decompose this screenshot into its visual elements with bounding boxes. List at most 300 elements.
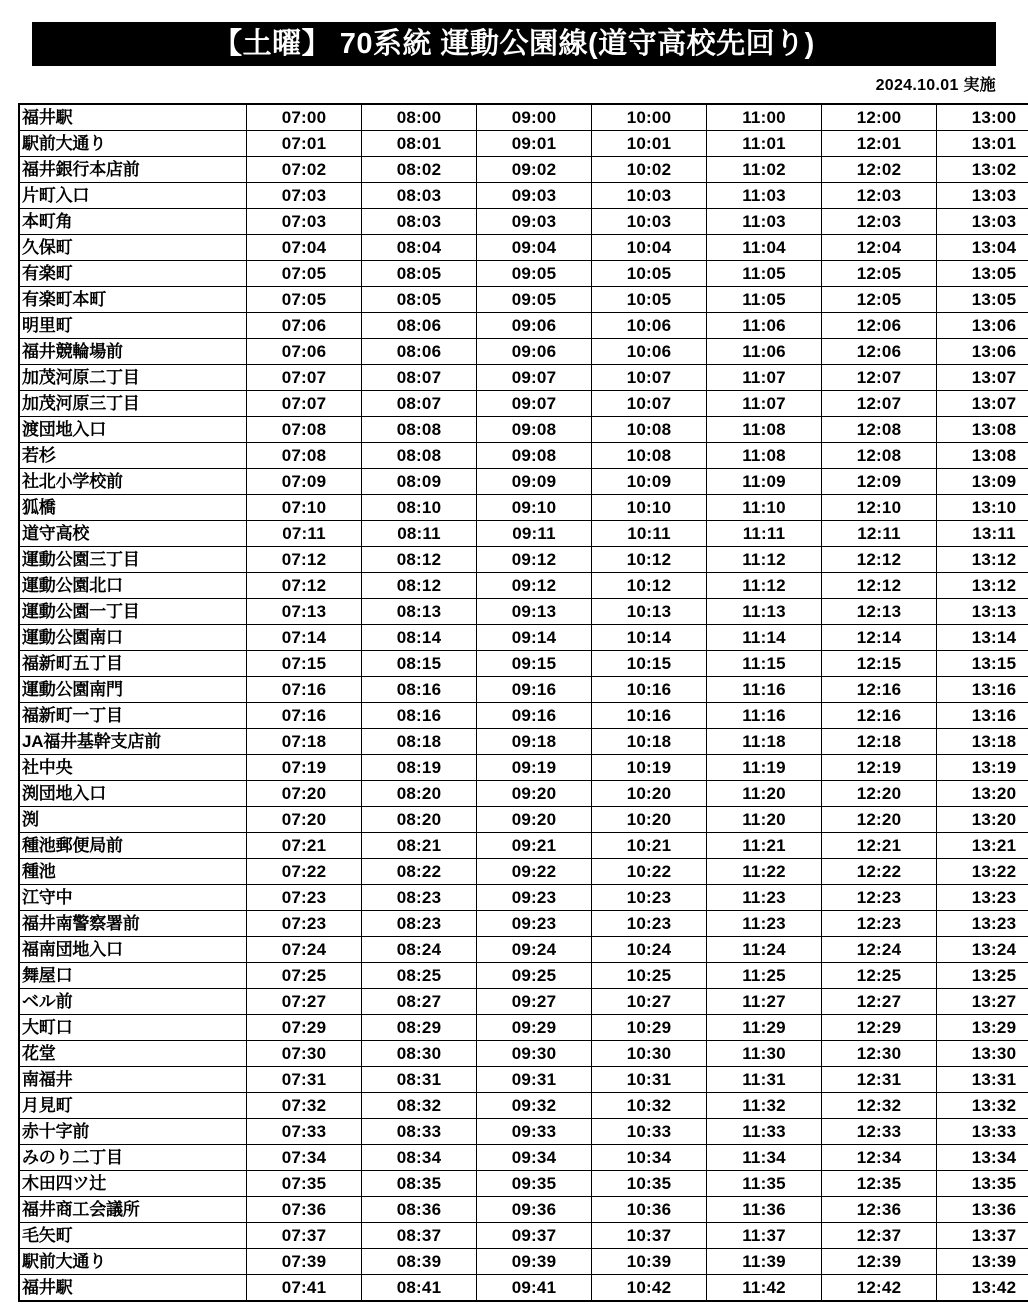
table-row — [19, 1119, 1028, 1145]
departure-time-cell: 07:21 — [247, 833, 362, 859]
table-row — [19, 885, 1028, 911]
table-row — [19, 755, 1028, 781]
departure-time-cell: 09:34 — [477, 1145, 592, 1171]
departure-time-cell: 13:21 — [937, 833, 1028, 859]
departure-time-cell: 13:30 — [937, 1041, 1028, 1067]
departure-time-cell: 09:36 — [477, 1197, 592, 1223]
departure-time-cell: 10:03 — [592, 209, 707, 235]
departure-time-cell: 11:14 — [707, 625, 822, 651]
departure-time-cell: 09:16 — [477, 703, 592, 729]
stop-name-cell: 福井駅 — [19, 1275, 247, 1302]
departure-time-cell: 12:18 — [822, 729, 937, 755]
departure-time-cell: 09:09 — [477, 469, 592, 495]
table-row — [19, 131, 1028, 157]
stop-name-cell: 福井南警察署前 — [19, 911, 247, 937]
departure-time-cell: 08:32 — [362, 1093, 477, 1119]
stop-name-cell: 江守中 — [19, 885, 247, 911]
departure-time-cell: 08:16 — [362, 677, 477, 703]
departure-time-cell: 08:12 — [362, 547, 477, 573]
departure-time-cell: 08:07 — [362, 391, 477, 417]
departure-time-cell: 11:03 — [707, 209, 822, 235]
table-row — [19, 703, 1028, 729]
departure-time-cell: 09:12 — [477, 573, 592, 599]
departure-time-cell: 08:33 — [362, 1119, 477, 1145]
departure-time-cell: 10:16 — [592, 703, 707, 729]
table-row — [19, 1223, 1028, 1249]
departure-time-cell: 07:07 — [247, 391, 362, 417]
departure-time-cell: 11:07 — [707, 391, 822, 417]
departure-time-cell: 13:06 — [937, 339, 1028, 365]
departure-time-cell: 13:07 — [937, 391, 1028, 417]
departure-time-cell: 13:37 — [937, 1223, 1028, 1249]
departure-time-cell: 08:35 — [362, 1171, 477, 1197]
departure-time-cell: 07:39 — [247, 1249, 362, 1275]
departure-time-cell: 11:31 — [707, 1067, 822, 1093]
departure-time-cell: 07:25 — [247, 963, 362, 989]
departure-time-cell: 13:05 — [937, 261, 1028, 287]
departure-time-cell: 09:08 — [477, 443, 592, 469]
departure-time-cell: 13:18 — [937, 729, 1028, 755]
departure-time-cell: 12:27 — [822, 989, 937, 1015]
departure-time-cell: 12:42 — [822, 1275, 937, 1302]
departure-time-cell: 12:19 — [822, 755, 937, 781]
departure-time-cell: 07:05 — [247, 287, 362, 313]
departure-time-cell: 13:22 — [937, 859, 1028, 885]
departure-time-cell: 09:30 — [477, 1041, 592, 1067]
departure-time-cell: 12:16 — [822, 703, 937, 729]
table-row — [19, 261, 1028, 287]
departure-time-cell: 12:08 — [822, 443, 937, 469]
departure-time-cell: 12:02 — [822, 157, 937, 183]
departure-time-cell: 11:25 — [707, 963, 822, 989]
departure-time-cell: 08:02 — [362, 157, 477, 183]
departure-time-cell: 13:04 — [937, 235, 1028, 261]
table-row — [19, 1145, 1028, 1171]
departure-time-cell: 11:02 — [707, 157, 822, 183]
stop-name-cell: 福南団地入口 — [19, 937, 247, 963]
departure-time-cell: 10:05 — [592, 287, 707, 313]
departure-time-cell: 10:32 — [592, 1093, 707, 1119]
table-row — [19, 781, 1028, 807]
departure-time-cell: 07:41 — [247, 1275, 362, 1302]
departure-time-cell: 13:05 — [937, 287, 1028, 313]
departure-time-cell: 07:37 — [247, 1223, 362, 1249]
departure-time-cell: 07:22 — [247, 859, 362, 885]
departure-time-cell: 11:29 — [707, 1015, 822, 1041]
stop-name-cell: 駅前大通り — [19, 131, 247, 157]
departure-time-cell: 10:42 — [592, 1275, 707, 1302]
departure-time-cell: 08:20 — [362, 807, 477, 833]
departure-time-cell: 11:20 — [707, 781, 822, 807]
departure-time-cell: 07:32 — [247, 1093, 362, 1119]
table-row — [19, 625, 1028, 651]
departure-time-cell: 10:27 — [592, 989, 707, 1015]
table-row — [19, 1041, 1028, 1067]
table-row — [19, 1275, 1028, 1302]
stop-name-cell: 運動公園南口 — [19, 625, 247, 651]
departure-time-cell: 13:19 — [937, 755, 1028, 781]
departure-time-cell: 11:08 — [707, 417, 822, 443]
departure-time-cell: 07:09 — [247, 469, 362, 495]
departure-time-cell: 12:06 — [822, 313, 937, 339]
departure-time-cell: 13:06 — [937, 313, 1028, 339]
departure-time-cell: 12:11 — [822, 521, 937, 547]
departure-time-cell: 13:39 — [937, 1249, 1028, 1275]
stop-name-cell: 駅前大通り — [19, 1249, 247, 1275]
departure-time-cell: 11:07 — [707, 365, 822, 391]
departure-time-cell: 09:07 — [477, 365, 592, 391]
departure-time-cell: 10:06 — [592, 313, 707, 339]
departure-time-cell: 07:03 — [247, 183, 362, 209]
departure-time-cell: 09:23 — [477, 911, 592, 937]
departure-time-cell: 11:10 — [707, 495, 822, 521]
departure-time-cell: 11:23 — [707, 885, 822, 911]
departure-time-cell: 07:11 — [247, 521, 362, 547]
departure-time-cell: 07:31 — [247, 1067, 362, 1093]
departure-time-cell: 12:00 — [822, 104, 937, 131]
departure-time-cell: 12:01 — [822, 131, 937, 157]
departure-time-cell: 11:00 — [707, 104, 822, 131]
departure-time-cell: 07:23 — [247, 885, 362, 911]
departure-time-cell: 12:30 — [822, 1041, 937, 1067]
table-row — [19, 183, 1028, 209]
table-row — [19, 573, 1028, 599]
departure-time-cell: 07:06 — [247, 339, 362, 365]
departure-time-cell: 11:06 — [707, 313, 822, 339]
stop-name-cell: 福新町一丁目 — [19, 703, 247, 729]
table-row — [19, 391, 1028, 417]
departure-time-cell: 08:20 — [362, 781, 477, 807]
table-row — [19, 989, 1028, 1015]
departure-time-cell: 12:04 — [822, 235, 937, 261]
title-bar — [32, 22, 996, 66]
departure-time-cell: 10:30 — [592, 1041, 707, 1067]
departure-time-cell: 10:07 — [592, 391, 707, 417]
departure-time-cell: 13:20 — [937, 781, 1028, 807]
departure-time-cell: 10:25 — [592, 963, 707, 989]
departure-time-cell: 11:13 — [707, 599, 822, 625]
departure-time-cell: 10:04 — [592, 235, 707, 261]
departure-time-cell: 13:25 — [937, 963, 1028, 989]
departure-time-cell: 10:05 — [592, 261, 707, 287]
table-row — [19, 104, 1028, 131]
departure-time-cell: 07:35 — [247, 1171, 362, 1197]
departure-time-cell: 10:08 — [592, 443, 707, 469]
departure-time-cell: 07:14 — [247, 625, 362, 651]
departure-time-cell: 09:05 — [477, 261, 592, 287]
departure-time-cell: 13:14 — [937, 625, 1028, 651]
departure-time-cell: 07:05 — [247, 261, 362, 287]
departure-time-cell: 08:21 — [362, 833, 477, 859]
table-row — [19, 1249, 1028, 1275]
departure-time-cell: 08:36 — [362, 1197, 477, 1223]
table-row — [19, 547, 1028, 573]
departure-time-cell: 07:13 — [247, 599, 362, 625]
table-row — [19, 443, 1028, 469]
stop-name-cell: 有楽町本町 — [19, 287, 247, 313]
table-row — [19, 651, 1028, 677]
departure-time-cell: 10:00 — [592, 104, 707, 131]
departure-time-cell: 09:16 — [477, 677, 592, 703]
departure-time-cell: 07:10 — [247, 495, 362, 521]
departure-time-cell: 11:23 — [707, 911, 822, 937]
departure-time-cell: 13:11 — [937, 521, 1028, 547]
departure-time-cell: 13:08 — [937, 417, 1028, 443]
departure-time-cell: 12:31 — [822, 1067, 937, 1093]
departure-time-cell: 07:08 — [247, 443, 362, 469]
table-row — [19, 495, 1028, 521]
departure-time-cell: 11:08 — [707, 443, 822, 469]
departure-time-cell: 13:09 — [937, 469, 1028, 495]
stop-name-cell: 福井競輪場前 — [19, 339, 247, 365]
stop-name-cell: 明里町 — [19, 313, 247, 339]
stop-name-cell: 大町口 — [19, 1015, 247, 1041]
departure-time-cell: 13:07 — [937, 365, 1028, 391]
departure-time-cell: 10:22 — [592, 859, 707, 885]
table-row — [19, 235, 1028, 261]
departure-time-cell: 09:06 — [477, 339, 592, 365]
table-row — [19, 859, 1028, 885]
departure-time-cell: 10:18 — [592, 729, 707, 755]
stop-name-cell: 赤十字前 — [19, 1119, 247, 1145]
departure-time-cell: 10:23 — [592, 911, 707, 937]
departure-time-cell: 11:39 — [707, 1249, 822, 1275]
departure-time-cell: 09:01 — [477, 131, 592, 157]
departure-time-cell: 10:12 — [592, 547, 707, 573]
departure-time-cell: 10:37 — [592, 1223, 707, 1249]
departure-time-cell: 07:33 — [247, 1119, 362, 1145]
departure-time-cell: 07:16 — [247, 703, 362, 729]
departure-time-cell: 11:05 — [707, 261, 822, 287]
departure-time-cell: 07:18 — [247, 729, 362, 755]
departure-time-cell: 10:23 — [592, 885, 707, 911]
departure-time-cell: 07:15 — [247, 651, 362, 677]
departure-time-cell: 09:29 — [477, 1015, 592, 1041]
stop-name-cell: 有楽町 — [19, 261, 247, 287]
departure-time-cell: 13:20 — [937, 807, 1028, 833]
departure-time-cell: 12:37 — [822, 1223, 937, 1249]
table-row — [19, 1093, 1028, 1119]
departure-time-cell: 09:06 — [477, 313, 592, 339]
stop-name-cell: ベル前 — [19, 989, 247, 1015]
departure-time-cell: 11:12 — [707, 547, 822, 573]
stop-name-cell: みのり二丁目 — [19, 1145, 247, 1171]
stop-name-cell: 舞屋口 — [19, 963, 247, 989]
departure-time-cell: 08:31 — [362, 1067, 477, 1093]
departure-time-cell: 10:24 — [592, 937, 707, 963]
departure-time-cell: 07:20 — [247, 807, 362, 833]
departure-time-cell: 13:08 — [937, 443, 1028, 469]
departure-time-cell: 07:08 — [247, 417, 362, 443]
departure-time-cell: 10:33 — [592, 1119, 707, 1145]
table-row — [19, 1197, 1028, 1223]
departure-time-cell: 07:20 — [247, 781, 362, 807]
stop-name-cell: 加茂河原二丁目 — [19, 365, 247, 391]
departure-time-cell: 12:23 — [822, 911, 937, 937]
departure-time-cell: 11:35 — [707, 1171, 822, 1197]
departure-time-cell: 11:05 — [707, 287, 822, 313]
departure-time-cell: 13:35 — [937, 1171, 1028, 1197]
departure-time-cell: 11:06 — [707, 339, 822, 365]
departure-time-cell: 08:00 — [362, 104, 477, 131]
stop-name-cell: 加茂河原三丁目 — [19, 391, 247, 417]
departure-time-cell: 13:12 — [937, 573, 1028, 599]
departure-time-cell: 12:07 — [822, 365, 937, 391]
departure-time-cell: 09:04 — [477, 235, 592, 261]
departure-time-cell: 10:12 — [592, 573, 707, 599]
departure-time-cell: 09:08 — [477, 417, 592, 443]
stop-name-cell: JA福井基幹支店前 — [19, 729, 247, 755]
stop-name-cell: 狐橋 — [19, 495, 247, 521]
departure-time-cell: 13:02 — [937, 157, 1028, 183]
departure-time-cell: 07:27 — [247, 989, 362, 1015]
departure-time-cell: 07:12 — [247, 547, 362, 573]
departure-time-cell: 11:18 — [707, 729, 822, 755]
departure-time-cell: 10:16 — [592, 677, 707, 703]
departure-time-cell: 07:02 — [247, 157, 362, 183]
departure-time-cell: 12:13 — [822, 599, 937, 625]
departure-time-cell: 09:00 — [477, 104, 592, 131]
departure-time-cell: 09:07 — [477, 391, 592, 417]
departure-time-cell: 12:33 — [822, 1119, 937, 1145]
stop-name-cell: 運動公園三丁目 — [19, 547, 247, 573]
departure-time-cell: 10:06 — [592, 339, 707, 365]
departure-time-cell: 09:14 — [477, 625, 592, 651]
departure-time-cell: 13:01 — [937, 131, 1028, 157]
table-row — [19, 339, 1028, 365]
departure-time-cell: 13:00 — [937, 104, 1028, 131]
departure-time-cell: 12:08 — [822, 417, 937, 443]
departure-time-cell: 08:22 — [362, 859, 477, 885]
departure-time-cell: 12:20 — [822, 781, 937, 807]
stop-name-cell: 本町角 — [19, 209, 247, 235]
departure-time-cell: 10:35 — [592, 1171, 707, 1197]
departure-time-cell: 07:23 — [247, 911, 362, 937]
departure-time-cell: 07:24 — [247, 937, 362, 963]
departure-time-cell: 12:23 — [822, 885, 937, 911]
departure-time-cell: 08:01 — [362, 131, 477, 157]
departure-time-cell: 13:33 — [937, 1119, 1028, 1145]
departure-time-cell: 13:23 — [937, 885, 1028, 911]
departure-time-cell: 08:24 — [362, 937, 477, 963]
departure-time-cell: 13:12 — [937, 547, 1028, 573]
departure-time-cell: 09:03 — [477, 183, 592, 209]
departure-time-cell: 09:37 — [477, 1223, 592, 1249]
stop-name-cell: 社北小学校前 — [19, 469, 247, 495]
departure-time-cell: 09:24 — [477, 937, 592, 963]
departure-time-cell: 09:33 — [477, 1119, 592, 1145]
departure-time-cell: 12:06 — [822, 339, 937, 365]
departure-time-cell: 11:24 — [707, 937, 822, 963]
table-row — [19, 1171, 1028, 1197]
departure-time-cell: 08:41 — [362, 1275, 477, 1302]
departure-time-cell: 11:22 — [707, 859, 822, 885]
departure-time-cell: 08:09 — [362, 469, 477, 495]
departure-time-cell: 08:30 — [362, 1041, 477, 1067]
departure-time-cell: 13:23 — [937, 911, 1028, 937]
departure-time-cell: 13:03 — [937, 209, 1028, 235]
departure-time-cell: 10:20 — [592, 781, 707, 807]
departure-time-cell: 08:03 — [362, 183, 477, 209]
departure-time-cell: 09:05 — [477, 287, 592, 313]
departure-time-cell: 09:19 — [477, 755, 592, 781]
departure-time-cell: 13:03 — [937, 183, 1028, 209]
table-row — [19, 599, 1028, 625]
departure-time-cell: 10:08 — [592, 417, 707, 443]
departure-time-cell: 08:29 — [362, 1015, 477, 1041]
departure-time-cell: 11:03 — [707, 183, 822, 209]
departure-time-cell: 12:21 — [822, 833, 937, 859]
departure-time-cell: 12:35 — [822, 1171, 937, 1197]
departure-time-cell: 08:25 — [362, 963, 477, 989]
departure-time-cell: 10:29 — [592, 1015, 707, 1041]
departure-time-cell: 12:09 — [822, 469, 937, 495]
departure-time-cell: 10:20 — [592, 807, 707, 833]
stop-name-cell: 運動公園一丁目 — [19, 599, 247, 625]
departure-time-cell: 11:12 — [707, 573, 822, 599]
departure-time-cell: 08:06 — [362, 313, 477, 339]
table-row — [19, 417, 1028, 443]
departure-time-cell: 07:29 — [247, 1015, 362, 1041]
departure-time-cell: 11:32 — [707, 1093, 822, 1119]
departure-time-cell: 09:11 — [477, 521, 592, 547]
stop-name-cell: 種池郵便局前 — [19, 833, 247, 859]
departure-time-cell: 07:16 — [247, 677, 362, 703]
stop-name-cell: 片町入口 — [19, 183, 247, 209]
departure-time-cell: 07:00 — [247, 104, 362, 131]
departure-time-cell: 08:05 — [362, 261, 477, 287]
departure-time-cell: 12:03 — [822, 183, 937, 209]
departure-time-cell: 11:16 — [707, 677, 822, 703]
departure-time-cell: 12:39 — [822, 1249, 937, 1275]
table-row — [19, 521, 1028, 547]
table-row — [19, 807, 1028, 833]
departure-time-cell: 13:29 — [937, 1015, 1028, 1041]
departure-time-cell: 10:21 — [592, 833, 707, 859]
table-row — [19, 209, 1028, 235]
departure-time-cell: 11:20 — [707, 807, 822, 833]
stop-name-cell: 若杉 — [19, 443, 247, 469]
departure-time-cell: 13:42 — [937, 1275, 1028, 1302]
departure-time-cell: 08:23 — [362, 911, 477, 937]
departure-time-cell: 07:19 — [247, 755, 362, 781]
departure-time-cell: 08:23 — [362, 885, 477, 911]
departure-time-cell: 07:36 — [247, 1197, 362, 1223]
departure-time-cell: 08:04 — [362, 235, 477, 261]
departure-time-cell: 11:27 — [707, 989, 822, 1015]
stop-name-cell: 渕団地入口 — [19, 781, 247, 807]
departure-time-cell: 08:05 — [362, 287, 477, 313]
departure-time-cell: 09:03 — [477, 209, 592, 235]
table-row — [19, 287, 1028, 313]
departure-time-cell: 09:20 — [477, 781, 592, 807]
departure-time-cell: 13:32 — [937, 1093, 1028, 1119]
table-row — [19, 911, 1028, 937]
departure-time-cell: 07:12 — [247, 573, 362, 599]
departure-time-cell: 09:12 — [477, 547, 592, 573]
departure-time-cell: 10:15 — [592, 651, 707, 677]
departure-time-cell: 11:33 — [707, 1119, 822, 1145]
departure-time-cell: 09:22 — [477, 859, 592, 885]
departure-time-cell: 11:01 — [707, 131, 822, 157]
departure-time-cell: 08:19 — [362, 755, 477, 781]
timetable — [18, 103, 1028, 1302]
departure-time-cell: 10:34 — [592, 1145, 707, 1171]
departure-time-cell: 12:03 — [822, 209, 937, 235]
departure-time-cell: 08:27 — [362, 989, 477, 1015]
departure-time-cell: 08:39 — [362, 1249, 477, 1275]
departure-time-cell: 13:16 — [937, 703, 1028, 729]
